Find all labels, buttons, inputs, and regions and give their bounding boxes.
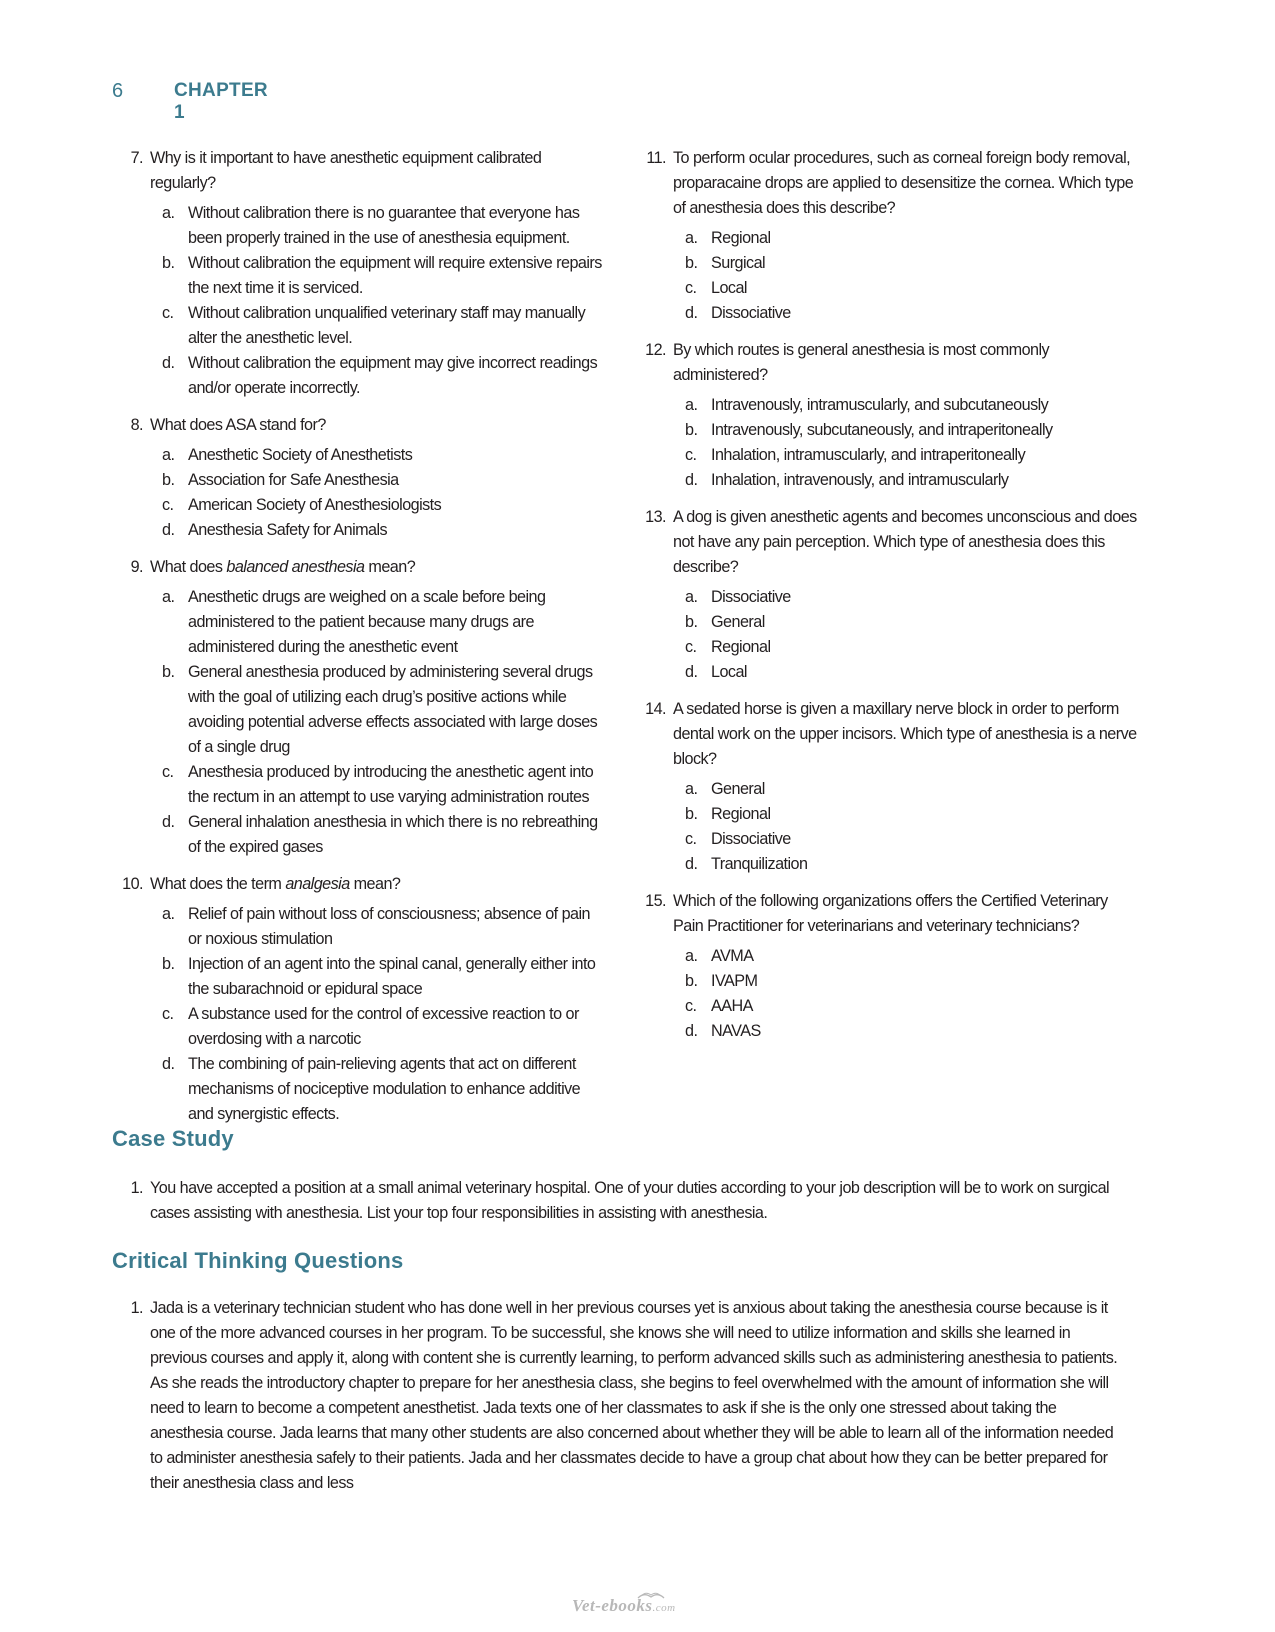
option-text: Inhalation, intravenously, and intramuscularly	[711, 471, 1009, 489]
left-column	[117, 146, 607, 1139]
option-item	[150, 1052, 607, 1127]
option-letter: c.	[685, 446, 697, 464]
option-text: Intravenously, subcutaneously, and intraperitoneally	[711, 421, 1053, 439]
option-item	[673, 418, 1140, 443]
option-text: AVMA	[711, 947, 754, 965]
case-study-body	[117, 1176, 1127, 1226]
option-item	[673, 276, 1140, 301]
option-list	[673, 585, 1140, 685]
question-8	[117, 413, 607, 543]
option-letter: c.	[685, 830, 697, 848]
option-list	[150, 902, 607, 1127]
option-item	[673, 393, 1140, 418]
option-letter: b.	[162, 955, 175, 973]
option-item	[673, 994, 1140, 1019]
option-letter: c.	[685, 997, 697, 1015]
question-term: balanced anesthesia	[226, 558, 365, 576]
question-text: What does ASA stand for?	[150, 416, 326, 434]
critical-thinking-heading: Critical Thinking Questions	[112, 1248, 404, 1273]
question-text	[150, 872, 607, 897]
option-letter: a.	[162, 905, 175, 923]
option-list	[673, 777, 1140, 877]
option-text: Dissociative	[711, 304, 791, 322]
option-letter: c.	[685, 279, 697, 297]
question-number: 11.	[646, 149, 666, 167]
page-number: 6	[112, 80, 124, 102]
option-letter: d.	[685, 1022, 698, 1040]
option-text: Regional	[711, 805, 771, 823]
question-text	[150, 555, 607, 580]
option-letter: b.	[162, 254, 175, 272]
option-list	[150, 443, 607, 543]
option-letter: c.	[685, 638, 697, 656]
option-text: Intravenously, intramuscularly, and subcutaneously	[711, 396, 1049, 414]
option-letter: d.	[685, 663, 698, 681]
option-item	[673, 443, 1140, 468]
option-item	[150, 902, 607, 952]
question-12	[640, 338, 1140, 493]
question-14	[640, 697, 1140, 877]
critical-thinking-item	[117, 1296, 1127, 1496]
option-item	[150, 760, 607, 810]
option-item	[673, 226, 1140, 251]
option-text: Anesthetic drugs are weighed on a scale before being administered to the patient because many drugs are administered during the anesthetic event	[188, 588, 546, 656]
option-letter: c.	[162, 496, 174, 514]
option-text: Local	[711, 663, 747, 681]
question-number: 15.	[645, 892, 666, 910]
question-text: Why is it important to have anesthetic equipment calibrated regularly?	[150, 149, 542, 192]
option-item	[150, 1002, 607, 1052]
option-letter: c.	[162, 763, 174, 781]
option-letter: a.	[162, 588, 175, 606]
question-15	[640, 889, 1140, 1044]
question-11	[640, 146, 1140, 326]
option-letter: c.	[162, 304, 174, 322]
option-letter: a.	[685, 780, 698, 798]
question-text: A sedated horse is given a maxillary nerve block in order to perform dental work on the upper incisors. Which type of anesthesia is a nerve block?	[673, 700, 1137, 768]
option-item	[673, 468, 1140, 493]
option-text: Regional	[711, 229, 771, 247]
option-text: The combining of pain-relieving agents that act on different mechanisms of nociceptive modulation to enhance additive and synergistic effects.	[188, 1055, 581, 1123]
option-text: Relief of pain without loss of consciousness; absence of pain or noxious stimulation	[188, 905, 590, 948]
option-item	[673, 852, 1140, 877]
option-letter: c.	[162, 1005, 174, 1023]
case-study-heading: Case Study	[112, 1126, 234, 1151]
option-list	[673, 393, 1140, 493]
question-text-end: mean?	[364, 558, 416, 576]
option-letter: b.	[685, 421, 698, 439]
option-letter: b.	[685, 972, 698, 990]
option-item	[673, 610, 1140, 635]
option-letter: d.	[162, 1055, 175, 1073]
option-text: Without calibration unqualified veterinary staff may manually alter the anesthetic level.	[188, 304, 586, 347]
chapter-title: CHAPTER 1	[174, 80, 268, 123]
question-13	[640, 505, 1140, 685]
option-letter: b.	[162, 663, 175, 681]
option-text: Anesthesia produced by introducing the anesthetic agent into the rectum in an attempt to use varying administration routes	[188, 763, 594, 806]
option-text: Tranquilization	[711, 855, 808, 873]
option-text: Dissociative	[711, 588, 791, 606]
question-10	[117, 872, 607, 1127]
option-item	[150, 518, 607, 543]
question-text-start: What does	[150, 558, 227, 576]
option-letter: d.	[162, 521, 175, 539]
option-letter: d.	[685, 304, 698, 322]
option-text: Inhalation, intramuscularly, and intraperitoneally	[711, 446, 1026, 464]
question-number: 9.	[130, 558, 143, 576]
option-letter: a.	[685, 229, 698, 247]
option-letter: d.	[685, 471, 698, 489]
option-letter: a.	[685, 396, 698, 414]
option-item	[673, 944, 1140, 969]
option-letter: b.	[685, 254, 698, 272]
item-number: 1.	[130, 1299, 143, 1317]
option-item	[150, 201, 607, 251]
option-letter: b.	[685, 805, 698, 823]
option-text: Regional	[711, 638, 771, 656]
question-text-end: mean?	[349, 875, 401, 893]
option-item	[673, 777, 1140, 802]
option-text: NAVAS	[711, 1022, 761, 1040]
case-study-item	[117, 1176, 1127, 1226]
question-number: 12.	[645, 341, 666, 359]
option-text: General anesthesia produced by administering several drugs with the goal of utilizing each drug’s positive actions while avoiding potential adverse effects associated with large doses of a single drug	[188, 663, 598, 756]
option-letter: d.	[685, 855, 698, 873]
option-text: A substance used for the control of excessive reaction to or overdosing with a narcotic	[188, 1005, 579, 1048]
option-item	[150, 660, 607, 760]
question-text: To perform ocular procedures, such as corneal foreign body removal, proparacaine drops are applied to desensitize the cornea. Which type of anesthesia does this describe?	[673, 149, 1134, 217]
watermark-logo	[572, 1596, 712, 1622]
option-list	[673, 226, 1140, 326]
option-text: Without calibration there is no guarantee that everyone has been properly trained in the use of anesthesia equipment.	[188, 204, 580, 247]
option-item	[673, 802, 1140, 827]
question-number: 10.	[122, 875, 143, 893]
option-letter: a.	[162, 204, 175, 222]
option-item	[673, 969, 1140, 994]
option-list	[150, 201, 607, 401]
option-item	[150, 810, 607, 860]
watermark-text: Vet-ebooks	[572, 1596, 653, 1615]
option-item	[673, 301, 1140, 326]
option-item	[673, 1019, 1140, 1044]
option-text: Without calibration the equipment may give incorrect readings and/or operate incorrectly.	[188, 354, 598, 397]
option-text: Association for Safe Anesthesia	[188, 471, 399, 489]
question-text: Which of the following organizations offers the Certified Veterinary Pain Practitioner for veterinarians and veterinary technicians?	[673, 892, 1108, 935]
case-study-text: You have accepted a position at a small animal veterinary hospital. One of your duties according to your job description will be to work on surgical cases assisting with anesthesia. List your top four responsibilities in assisting with anesthesia.	[150, 1179, 1110, 1222]
option-text: General	[711, 613, 765, 631]
option-text: General inhalation anesthesia in which there is no rebreathing of the expired gases	[188, 813, 598, 856]
question-number: 8.	[130, 416, 143, 434]
option-letter: d.	[162, 813, 175, 831]
question-text: By which routes is general anesthesia is most commonly administered?	[673, 341, 1050, 384]
option-item	[673, 660, 1140, 685]
option-text: Dissociative	[711, 830, 791, 848]
question-text: A dog is given anesthetic agents and becomes unconscious and does not have any pain perception. Which type of anesthesia does this describe?	[673, 508, 1137, 576]
option-item	[673, 251, 1140, 276]
option-text: General	[711, 780, 765, 798]
option-letter: b.	[162, 471, 175, 489]
critical-thinking-text: Jada is a veterinary technician student who has done well in her previous courses yet is anxious about taking the anesthesia course because is it one of the more advanced courses in her program. To be successful, she knows she will need to utilize information and skills she learned in previous courses and apply it, along with content she is currently learning, to perform advanced skills such as administering anesthesia to patients. As she reads the introductory chapter to prepare for her anesthesia class, she begins to feel overwhelmed with the amount of information she will need to learn to become a competent anesthetist. Jada texts one of her classmates to ask if she is the only one stressed about taking the anesthesia course. Jada learns that many other students are also concerned about whether they will be able to learn all of the information needed to administer anesthesia safely to their patients. Jada and her classmates decide to have a group chat about how they can be better prepared for their anesthesia class and less	[150, 1299, 1118, 1492]
option-text: IVAPM	[711, 972, 758, 990]
option-letter: a.	[685, 588, 698, 606]
option-item	[150, 468, 607, 493]
option-text: Without calibration the equipment will require extensive repairs the next time it is serviced.	[188, 254, 602, 297]
question-number: 7.	[130, 149, 143, 167]
option-text: AAHA	[711, 997, 753, 1015]
option-item	[673, 585, 1140, 610]
option-text: Injection of an agent into the spinal canal, generally either into the subarachnoid or epidural space	[188, 955, 596, 998]
option-text: Local	[711, 279, 747, 297]
watermark-suffix: .com	[652, 1602, 676, 1614]
option-item	[673, 827, 1140, 852]
option-letter: d.	[162, 354, 175, 372]
option-item	[150, 301, 607, 351]
option-letter: b.	[685, 613, 698, 631]
question-number: 13.	[645, 508, 666, 526]
question-term: analgesia	[285, 875, 350, 893]
option-item	[150, 443, 607, 468]
question-7	[117, 146, 607, 401]
option-text: Anesthesia Safety for Animals	[188, 521, 388, 539]
option-item	[673, 635, 1140, 660]
item-number: 1.	[130, 1179, 143, 1197]
option-list	[150, 585, 607, 860]
option-letter: a.	[162, 446, 175, 464]
right-column	[640, 146, 1140, 1056]
option-text: Anesthetic Society of Anesthetists	[188, 446, 413, 464]
option-text: American Society of Anesthesiologists	[188, 496, 442, 514]
option-item	[150, 493, 607, 518]
option-letter: a.	[685, 947, 698, 965]
question-text-start: What does the term	[150, 875, 286, 893]
open-book-icon	[636, 1590, 666, 1600]
option-text: Surgical	[711, 254, 766, 272]
option-item	[150, 351, 607, 401]
option-item	[150, 952, 607, 1002]
question-9	[117, 555, 607, 860]
option-list	[673, 944, 1140, 1044]
option-item	[150, 585, 607, 660]
critical-thinking-body	[117, 1296, 1127, 1496]
question-number: 14.	[645, 700, 666, 718]
option-item	[150, 251, 607, 301]
